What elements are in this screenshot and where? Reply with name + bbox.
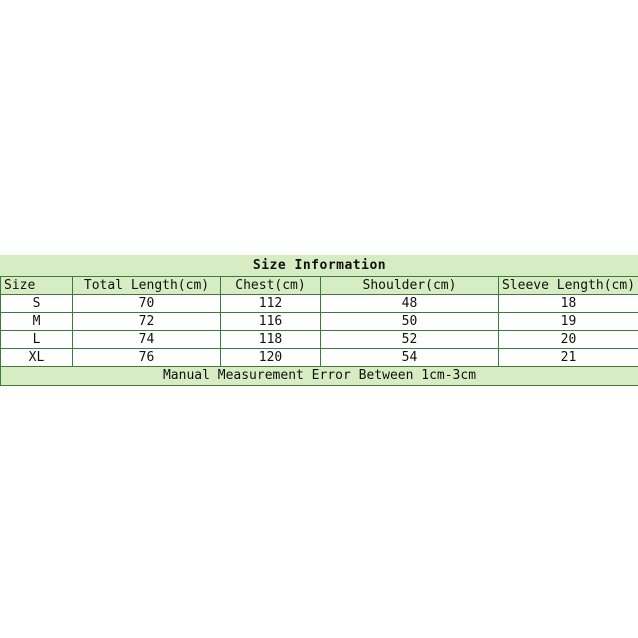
cell-size: M bbox=[1, 313, 73, 331]
column-header-shoulder: Shoulder(cm) bbox=[321, 277, 499, 295]
column-header-size: Size bbox=[1, 277, 73, 295]
measurement-note: Manual Measurement Error Between 1cm-3cm bbox=[1, 367, 638, 386]
size-information-table bbox=[0, 255, 638, 386]
column-header-total-length: Total Length(cm) bbox=[73, 277, 221, 295]
cell-total-length: 74 bbox=[73, 331, 221, 349]
column-header-chest: Chest(cm) bbox=[221, 277, 321, 295]
column-header-sleeve-length: Sleeve Length(cm) bbox=[499, 277, 638, 295]
size-chart bbox=[0, 255, 638, 386]
table-row bbox=[1, 349, 638, 367]
cell-total-length: 76 bbox=[73, 349, 221, 367]
cell-chest: 118 bbox=[221, 331, 321, 349]
cell-size: S bbox=[1, 295, 73, 313]
cell-shoulder: 52 bbox=[321, 331, 499, 349]
cell-chest: 112 bbox=[221, 295, 321, 313]
cell-chest: 116 bbox=[221, 313, 321, 331]
cell-size: L bbox=[1, 331, 73, 349]
cell-shoulder: 50 bbox=[321, 313, 499, 331]
cell-sleeve-length: 18 bbox=[499, 295, 638, 313]
table-footer-row bbox=[1, 367, 638, 386]
table-title: Size Information bbox=[1, 256, 638, 277]
cell-total-length: 72 bbox=[73, 313, 221, 331]
cell-sleeve-length: 19 bbox=[499, 313, 638, 331]
cell-size: XL bbox=[1, 349, 73, 367]
table-row bbox=[1, 295, 638, 313]
table-row bbox=[1, 313, 638, 331]
cell-sleeve-length: 20 bbox=[499, 331, 638, 349]
cell-chest: 120 bbox=[221, 349, 321, 367]
table-title-row bbox=[1, 256, 638, 277]
cell-sleeve-length: 21 bbox=[499, 349, 638, 367]
table-row bbox=[1, 331, 638, 349]
cell-total-length: 70 bbox=[73, 295, 221, 313]
cell-shoulder: 48 bbox=[321, 295, 499, 313]
cell-shoulder: 54 bbox=[321, 349, 499, 367]
table-header-row bbox=[1, 277, 638, 295]
